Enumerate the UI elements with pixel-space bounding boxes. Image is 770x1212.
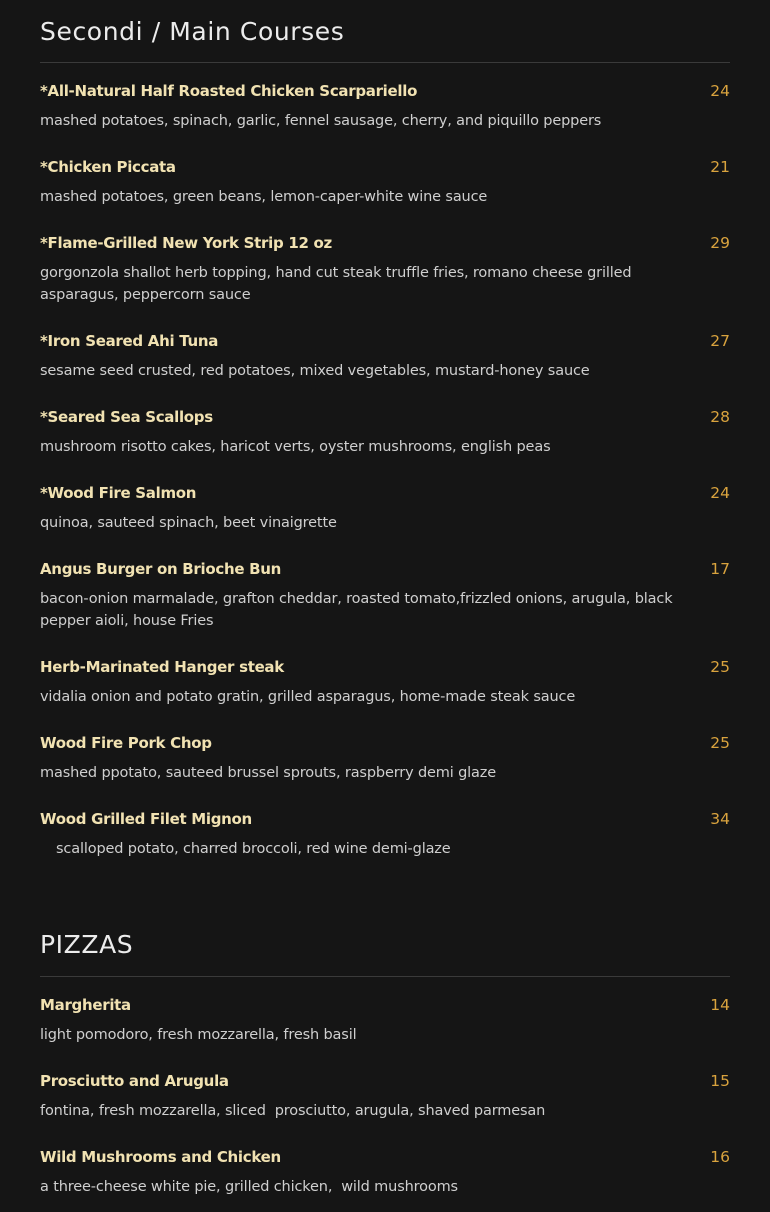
menu-item-description: a three-cheese white pie, grilled chicken, wild mushrooms	[40, 1179, 458, 1195]
menu-item	[40, 80, 730, 132]
menu-item-description: light pomodoro, fresh mozzarella, fresh basil	[40, 1027, 357, 1043]
menu-item	[40, 994, 730, 1046]
menu-item	[40, 1146, 730, 1198]
menu-item-description: mashed potatoes, green beans, lemon-caper-white wine sauce	[40, 189, 488, 205]
menu-item-price: 15	[710, 1072, 730, 1090]
menu-item-description: quinoa, sauteed spinach, beet vinaigrette	[40, 515, 337, 531]
menu-item-description: mashed potatoes, spinach, garlic, fennel sausage, cherry, and piquillo peppers	[40, 113, 602, 129]
menu-item-name: *Chicken Piccata	[40, 158, 176, 176]
menu-item-name: Margherita	[40, 996, 131, 1014]
menu-item	[40, 406, 730, 458]
menu-item-price: 21	[710, 158, 730, 176]
menu-item-name: *Wood Fire Salmon	[40, 484, 197, 502]
menu-item	[40, 558, 730, 632]
menu-item	[40, 482, 730, 534]
menu-item	[40, 232, 730, 306]
section-title: PIZZAS	[40, 930, 134, 959]
menu-item-description: bacon-onion marmalade, grafton cheddar, roasted tomato,frizzled onions, arugula, black pepper aioli, house Fries	[40, 591, 673, 629]
menu-item-name: *Flame-Grilled New York Strip 12 oz	[40, 234, 332, 252]
menu-item-price: 14	[710, 996, 730, 1014]
menu-item-price: 16	[710, 1148, 730, 1166]
menu-item-name: Prosciutto and Arugula	[40, 1072, 229, 1090]
menu-item-name: Wild Mushrooms and Chicken	[40, 1148, 281, 1166]
menu-item-description: vidalia onion and potato gratin, grilled asparagus, home-made steak sauce	[40, 689, 576, 705]
menu-item-name: *All-Natural Half Roasted Chicken Scarpariello	[40, 82, 418, 100]
menu-item-price: 24	[710, 82, 730, 100]
menu-item	[40, 656, 730, 708]
menu-item-name: Wood Grilled Filet Mignon	[40, 810, 252, 828]
menu-item-price: 25	[710, 658, 730, 676]
menu	[40, 0, 730, 1198]
menu-item-price: 17	[710, 560, 730, 578]
menu-item	[40, 808, 730, 860]
menu-item-price: 29	[710, 234, 730, 252]
menu-item	[40, 732, 730, 784]
menu-item-price: 27	[710, 332, 730, 350]
section-header-pizzas	[40, 860, 730, 977]
menu-item-name: Wood Fire Pork Chop	[40, 734, 212, 752]
menu-item-price: 25	[710, 734, 730, 752]
menu-item-description: scalloped potato, charred broccoli, red wine demi-glaze	[56, 841, 451, 857]
menu-item-description: gorgonzola shallot herb topping, hand cut steak truffle fries, romano cheese grilled asparagus, peppercorn sauce	[40, 265, 632, 303]
menu-item-description: sesame seed crusted, red potatoes, mixed vegetables, mustard-honey sauce	[40, 363, 590, 379]
section-title: Secondi / Main Courses	[40, 17, 345, 46]
menu-item-description: fontina, fresh mozzarella, sliced prosciutto, arugula, shaved parmesan	[40, 1103, 546, 1119]
menu-item-price: 28	[710, 408, 730, 426]
menu-item-name: Herb-Marinated Hanger steak	[40, 658, 284, 676]
menu-item-name: *Iron Seared Ahi Tuna	[40, 332, 219, 350]
section-header-secondi	[40, 0, 730, 63]
menu-item-description: mushroom risotto cakes, haricot verts, oyster mushrooms, english peas	[40, 439, 551, 455]
menu-item	[40, 1070, 730, 1122]
menu-item-description: mashed ppotato, sauteed brussel sprouts, raspberry demi glaze	[40, 765, 497, 781]
menu-item-price: 34	[710, 810, 730, 828]
menu-item-name: Angus Burger on Brioche Bun	[40, 560, 282, 578]
menu-item	[40, 330, 730, 382]
menu-item	[40, 156, 730, 208]
menu-item-name: *Seared Sea Scallops	[40, 408, 213, 426]
menu-item-price: 24	[710, 484, 730, 502]
